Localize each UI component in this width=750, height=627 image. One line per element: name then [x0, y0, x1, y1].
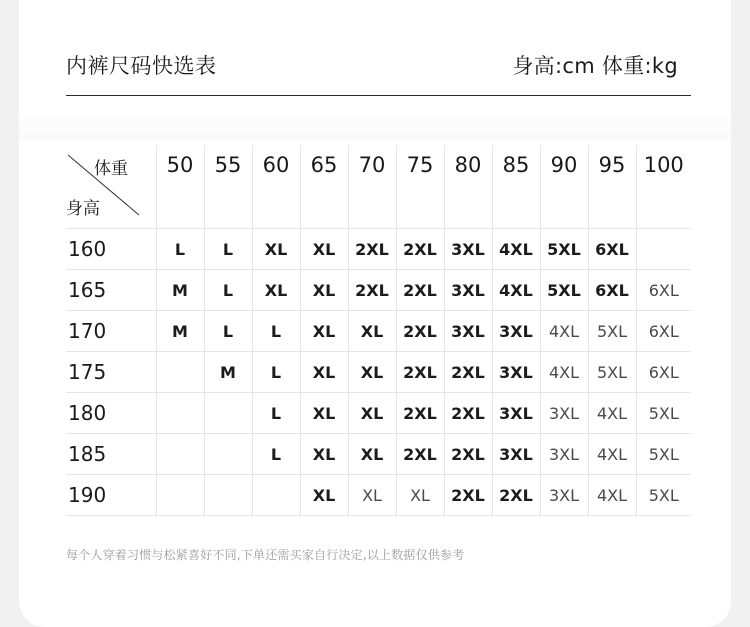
size-cell: L [252, 393, 300, 434]
size-cell [636, 229, 691, 270]
size-cell: XL [300, 475, 348, 516]
size-cell: 5XL [540, 270, 588, 311]
size-cell: 6XL [636, 352, 691, 393]
size-cell: 3XL [444, 270, 492, 311]
size-cell: 2XL [444, 352, 492, 393]
size-cell: L [156, 229, 204, 270]
size-cell: 5XL [588, 352, 636, 393]
table-row [66, 311, 691, 352]
size-cell: L [204, 229, 252, 270]
size-cell: XL [348, 352, 396, 393]
table-row [66, 270, 691, 311]
size-cell: 5XL [540, 229, 588, 270]
header [19, 0, 731, 112]
size-cell [204, 434, 252, 475]
size-cell: 3XL [540, 475, 588, 516]
size-table-body [66, 145, 691, 516]
size-cell: 2XL [396, 311, 444, 352]
height-label-160: 160 [66, 229, 156, 270]
size-cell: 6XL [636, 270, 691, 311]
weight-header-85: 85 [492, 145, 540, 229]
weight-header-70: 70 [348, 145, 396, 229]
weight-header-65: 65 [300, 145, 348, 229]
corner-height-label: 身高 [66, 199, 100, 219]
size-cell: M [156, 270, 204, 311]
weight-header-60: 60 [252, 145, 300, 229]
weight-header-80: 80 [444, 145, 492, 229]
table-row [66, 352, 691, 393]
size-cell: 2XL [348, 270, 396, 311]
chart-title: 内裤尺码快选表 [66, 54, 217, 78]
size-cell: 2XL [492, 475, 540, 516]
size-cell: 2XL [396, 229, 444, 270]
size-cell: 5XL [636, 434, 691, 475]
size-cell: L [204, 311, 252, 352]
size-cell [204, 393, 252, 434]
size-cell: XL [300, 393, 348, 434]
size-cell: L [204, 270, 252, 311]
weight-header-95: 95 [588, 145, 636, 229]
size-cell: 2XL [396, 393, 444, 434]
size-cell: 2XL [444, 393, 492, 434]
table-row [66, 475, 691, 516]
header-divider [66, 95, 691, 96]
size-cell: 4XL [492, 270, 540, 311]
size-cell: XL [300, 311, 348, 352]
size-cell: 6XL [636, 311, 691, 352]
size-cell: 3XL [444, 229, 492, 270]
height-label-185: 185 [66, 434, 156, 475]
size-cell: 4XL [588, 475, 636, 516]
size-cell: 5XL [588, 311, 636, 352]
size-cell: M [156, 311, 204, 352]
size-cell: 2XL [396, 352, 444, 393]
size-cell: 2XL [444, 434, 492, 475]
size-cell: XL [252, 229, 300, 270]
size-cell: 3XL [540, 393, 588, 434]
section-fade [19, 112, 731, 140]
height-label-170: 170 [66, 311, 156, 352]
size-cell: XL [348, 434, 396, 475]
size-cell [156, 434, 204, 475]
size-cell: XL [396, 475, 444, 516]
table-row [66, 434, 691, 475]
size-cell [156, 352, 204, 393]
size-cell: 4XL [540, 352, 588, 393]
size-cell: 6XL [588, 229, 636, 270]
size-cell: 3XL [492, 311, 540, 352]
size-cell [156, 475, 204, 516]
size-cell: L [252, 311, 300, 352]
corner-weight-label: 体重 [94, 159, 128, 179]
weight-header-100: 100 [636, 145, 691, 229]
size-cell: XL [348, 311, 396, 352]
height-label-175: 175 [66, 352, 156, 393]
size-cell [204, 475, 252, 516]
size-cell: 2XL [444, 475, 492, 516]
table-row [66, 229, 691, 270]
size-cell: 3XL [492, 393, 540, 434]
size-cell: 3XL [492, 434, 540, 475]
size-chart-card [19, 0, 731, 627]
size-cell [252, 475, 300, 516]
size-cell: L [252, 352, 300, 393]
size-cell: XL [252, 270, 300, 311]
size-cell: XL [300, 270, 348, 311]
size-cell: L [252, 434, 300, 475]
size-cell: 3XL [540, 434, 588, 475]
height-label-190: 190 [66, 475, 156, 516]
height-label-165: 165 [66, 270, 156, 311]
size-cell: 4XL [492, 229, 540, 270]
size-cell: 5XL [636, 475, 691, 516]
size-cell: 4XL [588, 434, 636, 475]
size-cell [156, 393, 204, 434]
height-label-180: 180 [66, 393, 156, 434]
table-row [66, 393, 691, 434]
size-cell: XL [300, 434, 348, 475]
weight-header-50: 50 [156, 145, 204, 229]
size-cell: 2XL [396, 434, 444, 475]
weight-header-90: 90 [540, 145, 588, 229]
disclaimer-note: 每个人穿着习惯与松紧喜好不同,下单还需买家自行决定,以上数据仅供参考 [66, 548, 465, 562]
size-cell: 4XL [588, 393, 636, 434]
weight-header-row [66, 145, 691, 229]
size-cell: XL [300, 229, 348, 270]
unit-label: 身高:cm 体重:kg [512, 54, 678, 78]
size-cell: 3XL [492, 352, 540, 393]
size-cell: 4XL [540, 311, 588, 352]
weight-header-75: 75 [396, 145, 444, 229]
size-cell: XL [348, 475, 396, 516]
size-cell: 2XL [396, 270, 444, 311]
size-table [66, 145, 691, 516]
size-cell: XL [348, 393, 396, 434]
size-cell: 5XL [636, 393, 691, 434]
size-cell: 6XL [588, 270, 636, 311]
corner-cell [66, 145, 156, 229]
weight-header-55: 55 [204, 145, 252, 229]
size-cell: XL [300, 352, 348, 393]
size-cell: M [204, 352, 252, 393]
size-cell: 3XL [444, 311, 492, 352]
size-cell: 2XL [348, 229, 396, 270]
